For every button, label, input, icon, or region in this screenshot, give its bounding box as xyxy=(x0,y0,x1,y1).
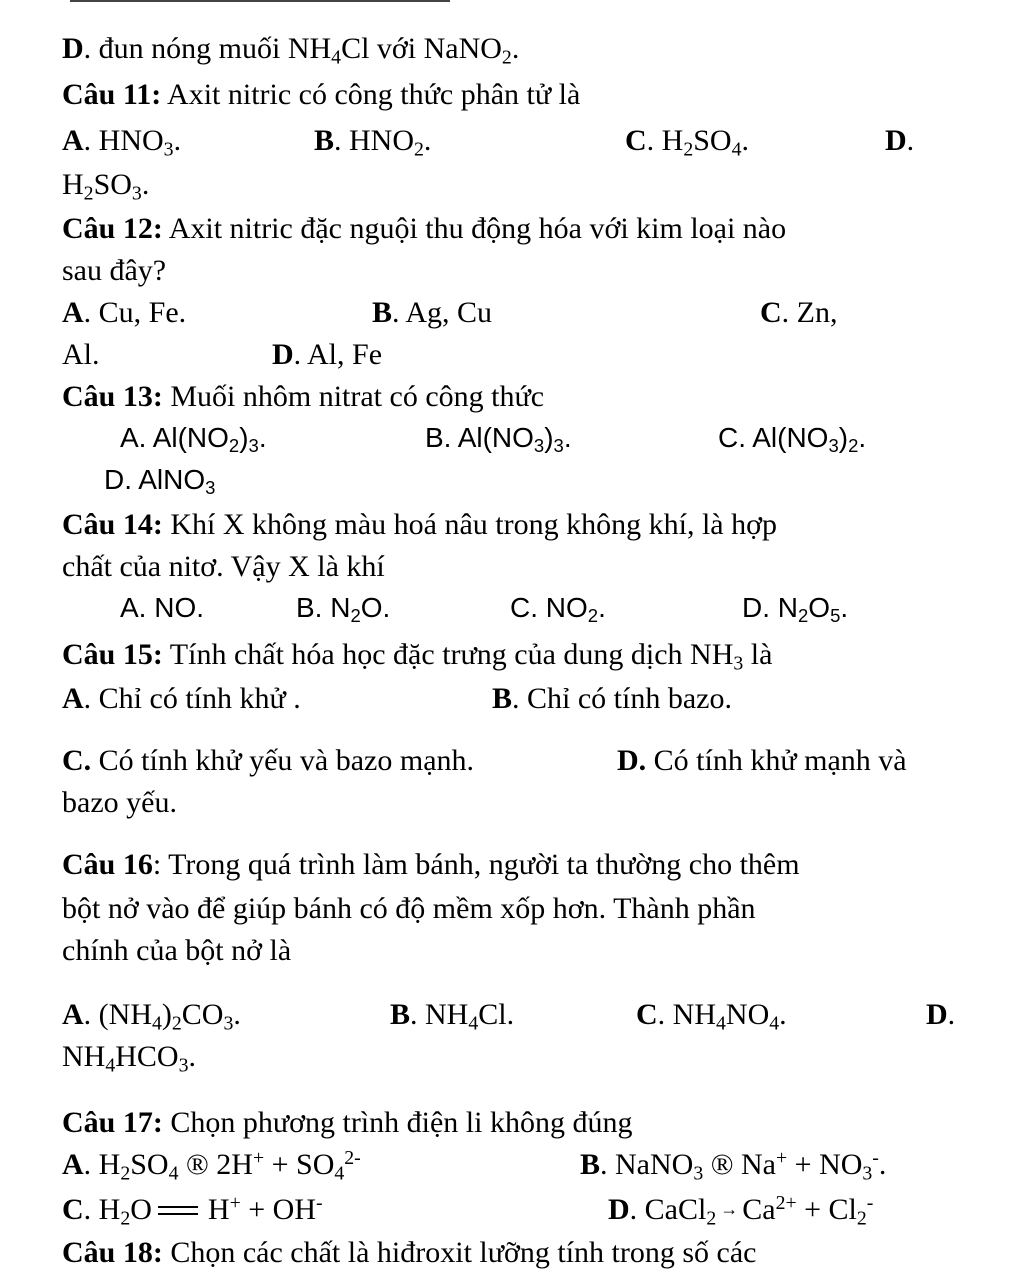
q14-stem: Câu 14: Khí X không màu hoá nâu trong không khí, là hợp xyxy=(62,508,777,541)
q11-option-b: B. $HNO_2$. xyxy=(314,124,432,161)
q17-stem: Câu 17: Chọn phương trình điện li không đúng xyxy=(62,1106,633,1139)
q14-option-d: D. $N_2O_5$. xyxy=(742,592,849,627)
q15-stem: Câu 15: Tính chất hóa học đặc trưng của dung dịch $NH_3$ là xyxy=(62,638,773,675)
q12-stem: Câu 12: Axit nitric đặc nguội thu động hóa với kim loại nào xyxy=(62,212,787,245)
q14-option-b: B. $N_2O$. xyxy=(296,592,391,627)
q13-option-c: C. $Al(NO_3)_2$. xyxy=(718,422,867,457)
q10-option-d: D. đun nóng muối $NH_4Cl$ với NaNO$_2$. xyxy=(62,32,520,69)
q14-option-a: A. NO. xyxy=(120,592,205,623)
q12-stem-cont: sau đây? xyxy=(62,254,167,287)
q14-stem-cont: chất của nitơ. Vậy X là khí xyxy=(62,550,385,583)
q11-option-a: A. $HNO_3$. xyxy=(62,124,182,161)
q12-option-c: C. Zn, xyxy=(760,296,838,329)
q17-option-b: B. NaNO$_3$ ® $Na^+ + NO_3^-$. xyxy=(580,1147,887,1185)
q11-option-c: C. $H_2SO_4$. xyxy=(625,124,749,161)
equilibrium-arrow-icon xyxy=(158,1203,198,1217)
q17-option-c: C. $H_2O$ H+ + OH- xyxy=(62,1192,323,1230)
q16-stem-line1: Câu 16: Trong quá trình làm bánh, người ta thường cho thêm xyxy=(62,848,800,881)
q15-option-d-cont: bazo yếu. xyxy=(62,786,177,819)
q12-option-a: A. Cu, Fe. xyxy=(62,296,187,329)
q11-option-d: $H_2SO_3$. xyxy=(62,168,150,205)
q11-stem: Câu 11: Axit nitric có công thức phân tử là xyxy=(62,78,581,111)
q13-option-d: D. AlNO$_3$ xyxy=(104,464,216,499)
q12-option-d: D. Al, Fe xyxy=(272,338,383,371)
reaction-arrow-icon: → xyxy=(720,1199,739,1219)
q16-option-d-label: D. xyxy=(926,998,956,1031)
q15-option-c: C. Có tính khử yếu và bazo mạnh. xyxy=(62,744,475,777)
q13-stem: Câu 13: Muối nhôm nitrat có công thức xyxy=(62,380,545,413)
q12-option-c-cont: Al. xyxy=(62,338,100,371)
cut-off-previous-line xyxy=(70,0,450,6)
q16-stem-line3: chính của bột nở là xyxy=(62,934,292,967)
q13-option-a: A. $Al(NO_2)_3$. xyxy=(120,422,267,457)
q11-option-d-label: D. xyxy=(885,124,915,157)
q16-option-d: $NH_4HCO_3$. xyxy=(62,1040,196,1077)
q16-option-c: C. $NH_4NO_4$. xyxy=(636,998,787,1035)
q16-option-b: B. $NH_4Cl$. xyxy=(390,998,515,1035)
q12-option-b: B. Ag, Cu xyxy=(372,296,493,329)
q15-option-a: A. Chỉ có tính khử . xyxy=(62,682,301,715)
q15-option-d: D. Có tính khử mạnh và xyxy=(617,744,907,777)
q16-stem-line2: bột nở vào để giúp bánh có độ mềm xốp hơn. Thành phần xyxy=(62,892,756,925)
q15-option-b: B. Chỉ có tính bazo. xyxy=(492,682,732,715)
q17-option-a: A. $H_2SO_4$ ® $2H^+ + SO_4^{2-}$ xyxy=(62,1147,361,1185)
q13-option-b: B. $Al(NO_3)_3$. xyxy=(425,422,572,457)
q18-stem: Câu 18: Chọn các chất là hiđroxit lưỡng tính trong số các xyxy=(62,1236,757,1269)
q16-option-a: A. $(NH_4)_2CO_3$. xyxy=(62,998,241,1035)
q14-option-c: C. $NO_2$. xyxy=(510,592,606,627)
q17-option-d: D. CaCl$_2$ → $Ca^{2+} + Cl_2^-$ xyxy=(608,1192,874,1230)
